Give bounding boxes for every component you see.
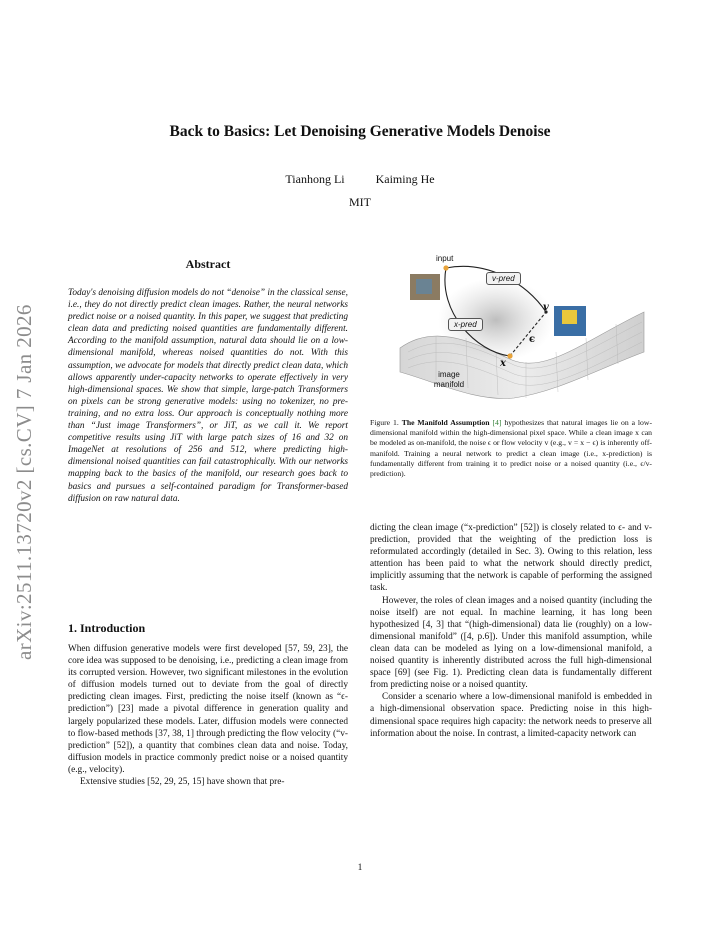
caption-citation[interactable]: [4]	[492, 418, 502, 427]
intro-heading: 1. Introduction	[68, 621, 146, 635]
manifold-figure	[396, 252, 646, 402]
affiliation: MIT	[349, 195, 371, 209]
right-paragraph-3: Consider a scenario where a low-dimensional manifold is embedded in a high-dimensional observation space. Predicting noise in this high-dimensional space requires high capacity: the network needs to preserve all information about the noise. In contrast, a limited-capacity network can	[370, 692, 652, 739]
epsilon-symbol: ϵ	[529, 334, 536, 345]
v-symbol: v	[543, 302, 549, 313]
caption-title: The Manifold Assumption	[401, 418, 490, 427]
x-symbol: x	[500, 358, 506, 369]
intro-body	[68, 643, 348, 788]
clean-image-point	[507, 353, 512, 358]
manifold-label: image manifold	[433, 370, 465, 389]
author-2: Kaiming He	[375, 172, 435, 186]
caption-prefix: Figure 1.	[370, 418, 399, 427]
abstract-text: Today's denoising diffusion models do not “denoise” in the classical sense, i.e., they do not directly predict clean images. Rather, the neural networks predict noise or a noised quantity. In this paper, we suggest that predicting clean data and predicting noised quantities are fundamentally different. According to the manifold assumption, natural data should lie on a low-dimensional manifold, whereas noised quantities do not. With this assumption, we advocate for models that directly predict clean data, which allows apparently under-capacity networks to operate effectively in very high-dimensional spaces. We show that simple, large-patch Transformers on pixels can be strong generative models: using no tokenizer, no pre-training, and no extra loss. Our approach is conceptually nothing more than “Just image Transformers”, or JiT, as we call it. We report competitive results using JiT with large patch sizes of 16 and 32 on ImageNet at resolutions of 256 and 512, where predicting high-dimensional noised quantities can fail catastrophically. With our networks mapping back to the basics of the manifold, our research goes back to basics and pursues a self-contained paradigm for Transformer-based diffusion on raw natural data.	[68, 288, 348, 504]
paper-title: Back to Basics: Let Denoising Generative Models Denoise	[169, 123, 551, 140]
figure-caption	[370, 418, 652, 479]
vpred-label: v-pred	[486, 272, 521, 285]
abstract-heading: Abstract	[185, 257, 231, 271]
input-label: input	[436, 254, 454, 263]
author-list	[0, 172, 720, 187]
input-point	[443, 265, 448, 270]
right-paragraph-2: However, the roles of clean images and a noised quantity (including the noise itself) are not equal. In machine learning, it has long been hypothesized [4, 3] that “(high-dimensional) data lie (roughly) on a low-dimensional manifold” ([4, p.6]). Under this manifold assumption, while clean data can be modeled as lying on a low-dimensional manifold, a noised quantity is inherently distributed across the full high-dimensional space [69] (see Fig. 1). Predicting clean data is fundamentally different from predicting noise or a noised quantity.	[370, 595, 652, 691]
author-1: Tianhong Li	[285, 172, 345, 186]
right-column-body	[370, 522, 652, 740]
arxiv-stamp: arXiv:2511.13720v2 [cs.CV] 7 Jan 2026	[12, 304, 36, 660]
intro-paragraph-1: When diffusion generative models were first developed [57, 59, 23], the core idea was supposed to be denoising, i.e., predicting a clean image from its corrupted version. However, two significant milestones in the evolution of diffusion models turned out to deviate from the goal of directly predicting clean images. First, predicting the noise itself (known as “ϵ-prediction”) [23] made a pivotal difference in generation quality and largely popularized these models. Later, diffusion models were connected to flow-based methods [37, 38, 1] through predicting the flow velocity (“v-prediction” [52]), a quantity that combines clean data and noise. Today, diffusion models in practice commonly predict noise or a noised quantity (e.g., velocity).	[68, 644, 348, 775]
xpred-label: x-pred	[448, 318, 483, 331]
right-paragraph-1: dicting the clean image (“x-prediction” [52]) is closely related to ϵ- and v-prediction, provided that the weighting of the prediction loss is reformulated accordingly (detailed in Sec. 3). Owing to this relation, less attention has been paid to what the network should directly predict, implicitly assuming that the network is capable of performing the assigned task.	[370, 523, 652, 594]
caption-text: hypothesizes that natural images lie on a low-dimensional manifold within the high-dimensional pixel space. While a clean image x can be modeled as on-manifold, the noise ϵ or flow velocity v (e.g., v = x − ϵ) is inherently off-manifold. Training a neural network to predict a clean image (i.e., x-prediction) is fundamentally different from training it to predict noise or a noised quantity (i.e., ϵ/v-prediction).	[370, 418, 653, 479]
page-number: 1	[357, 863, 363, 873]
intro-paragraph-2: Extensive studies [52, 29, 25, 15] have shown that pre-	[80, 777, 285, 788]
